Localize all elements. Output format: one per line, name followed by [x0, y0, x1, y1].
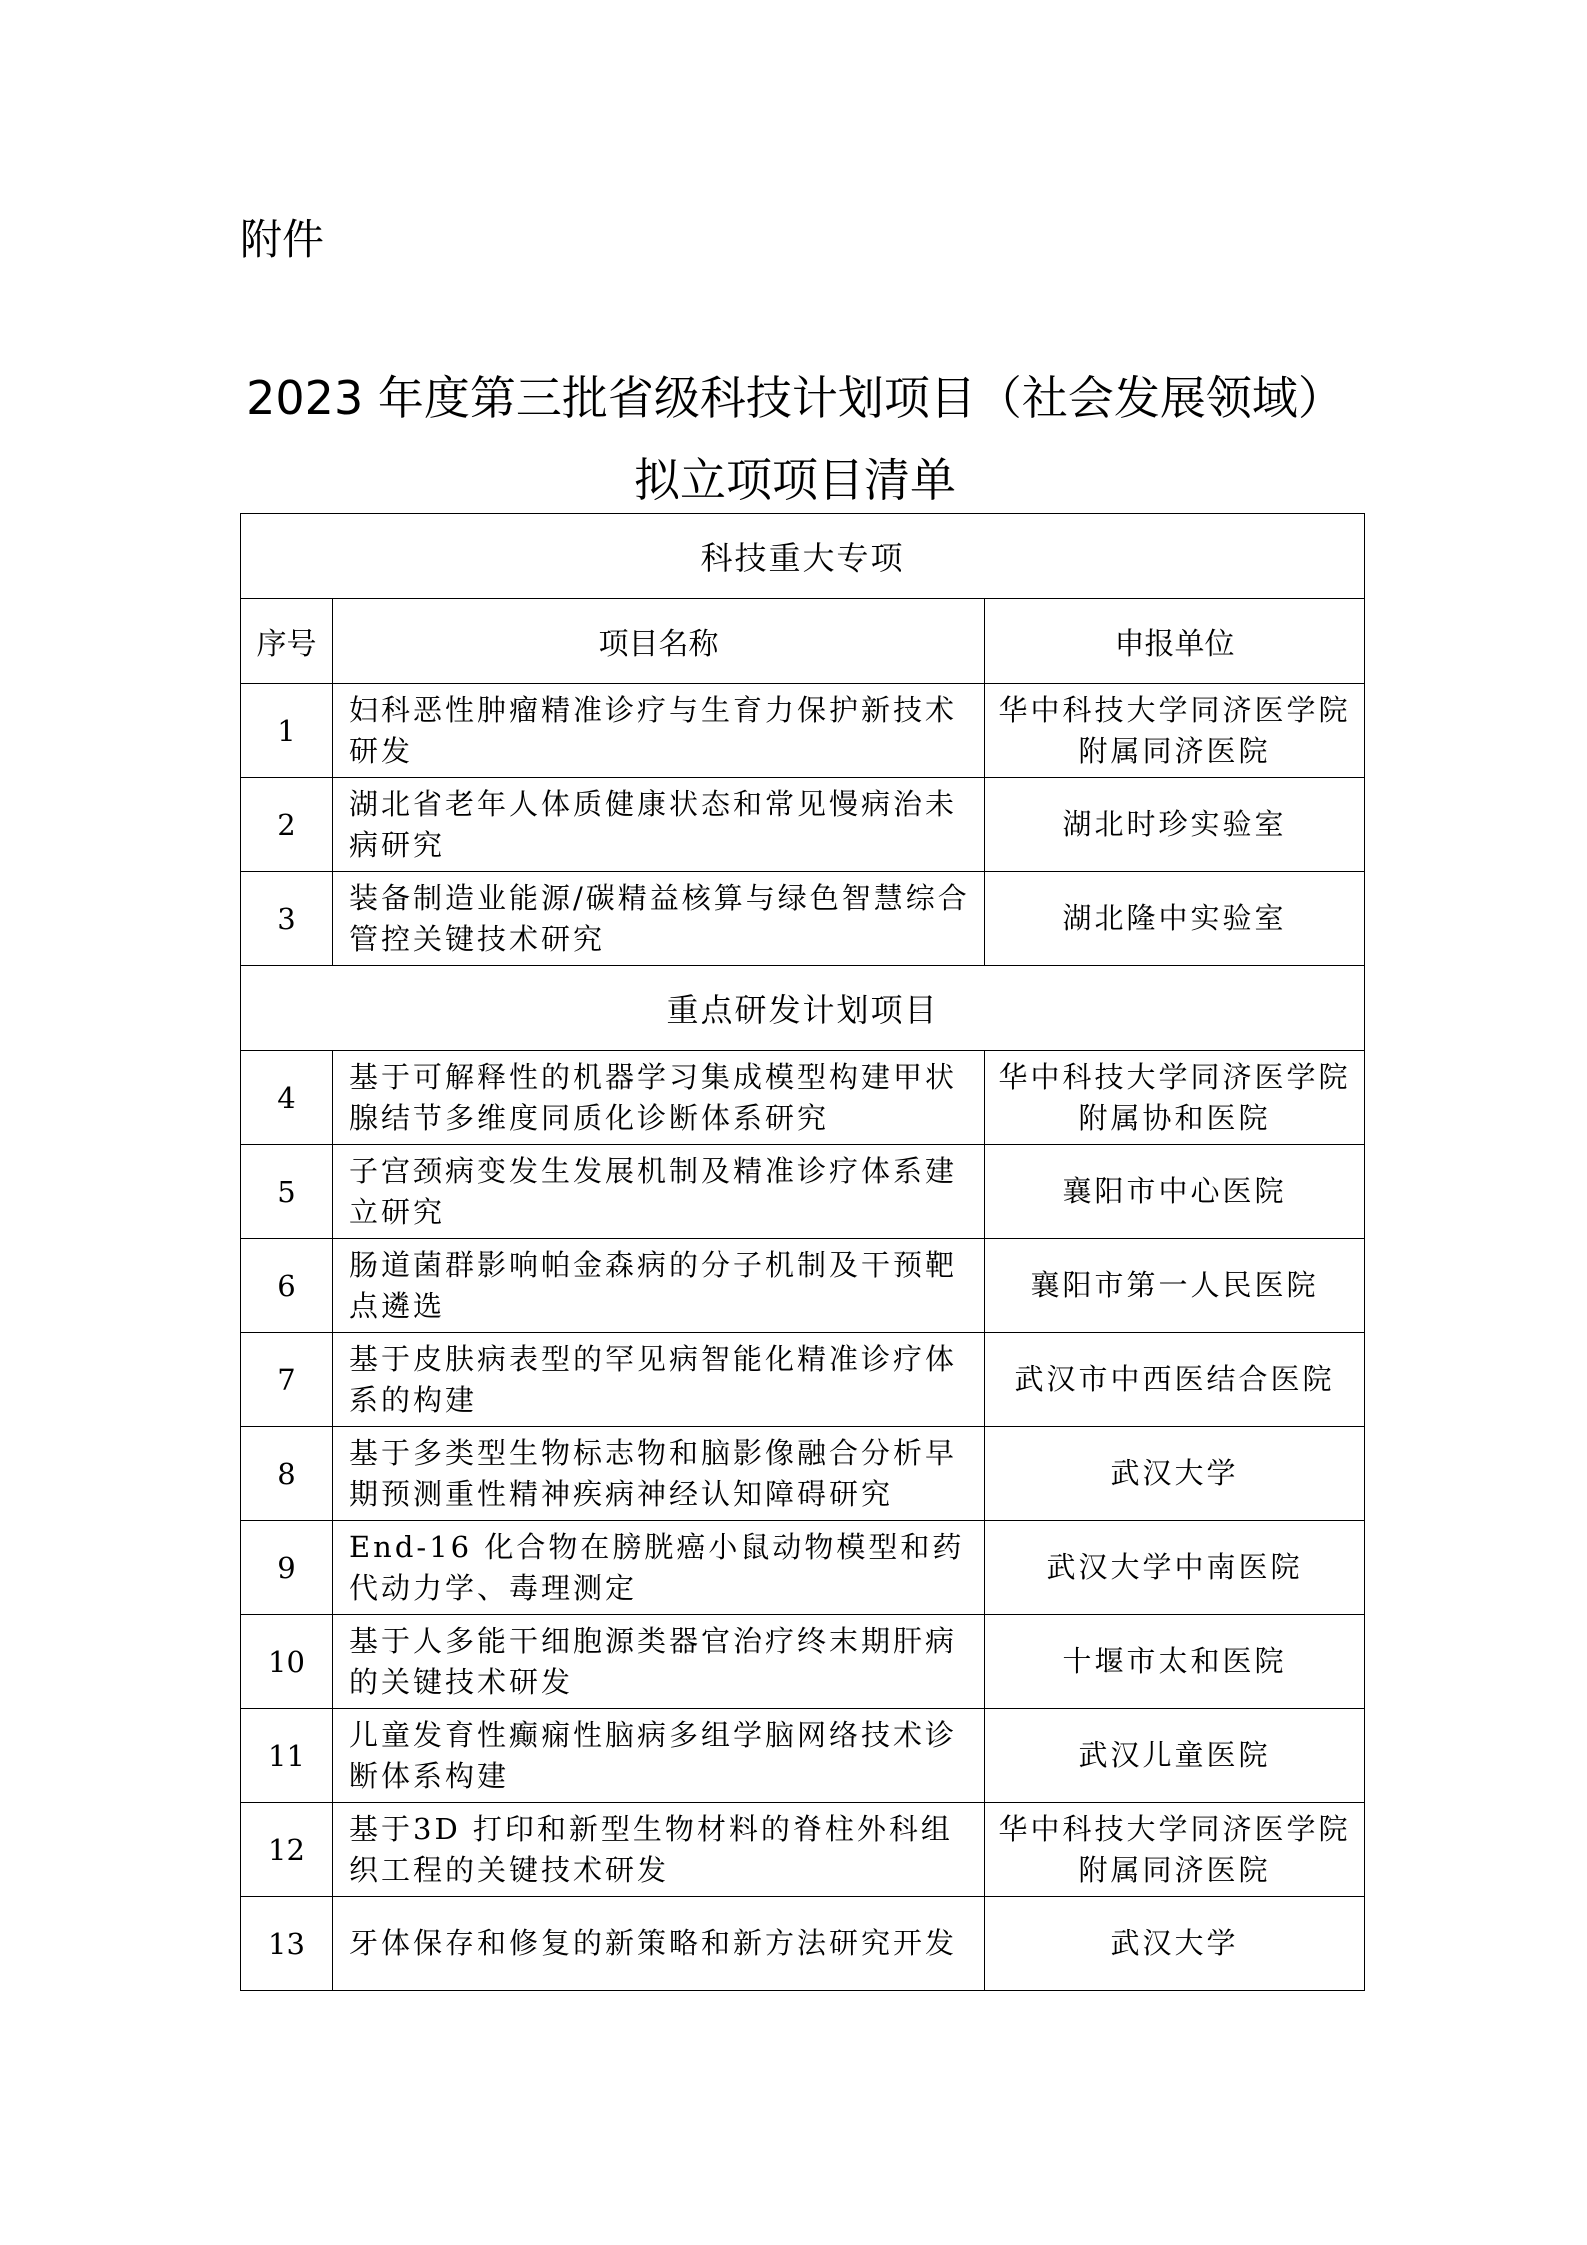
header-no: 序号: [241, 599, 333, 684]
table-header-row: [241, 599, 1365, 684]
header-name: 项目名称: [333, 599, 985, 684]
row-project-name: 基于皮肤病表型的罕见病智能化精准诊疗体系的构建: [333, 1333, 985, 1427]
row-project-name: End-16 化合物在膀胱癌小鼠动物模型和药代动力学、毒理测定: [333, 1521, 985, 1615]
row-applicant-unit: 武汉大学: [985, 1897, 1365, 1991]
row-no: 5: [241, 1145, 333, 1239]
row-no: 7: [241, 1333, 333, 1427]
row-project-name: 装备制造业能源/碳精益核算与绿色智慧综合管控关键技术研究: [333, 872, 985, 966]
table-row: [241, 1333, 1365, 1427]
row-applicant-unit: 襄阳市中心医院: [985, 1145, 1365, 1239]
row-project-name: 基于3D 打印和新型生物材料的脊柱外科组织工程的关键技术研发: [333, 1803, 985, 1897]
table-row: [241, 1709, 1365, 1803]
table-row: [241, 1615, 1365, 1709]
row-no: 13: [241, 1897, 333, 1991]
section-row: [241, 514, 1365, 599]
row-no: 4: [241, 1051, 333, 1145]
row-project-name: 肠道菌群影响帕金森病的分子机制及干预靶点遴选: [333, 1239, 985, 1333]
row-applicant-unit: 湖北隆中实验室: [985, 872, 1365, 966]
row-project-name: 牙体保存和修复的新策略和新方法研究开发: [333, 1897, 985, 1991]
row-project-name: 基于可解释性的机器学习集成模型构建甲状腺结节多维度同质化诊断体系研究: [333, 1051, 985, 1145]
section-row: [241, 966, 1365, 1051]
row-no: 2: [241, 778, 333, 872]
row-no: 10: [241, 1615, 333, 1709]
row-applicant-unit: 武汉儿童医院: [985, 1709, 1365, 1803]
row-project-name: 湖北省老年人体质健康状态和常见慢病治未病研究: [333, 778, 985, 872]
row-project-name: 子宫颈病变发生发展机制及精准诊疗体系建立研究: [333, 1145, 985, 1239]
header-unit: 申报单位: [985, 599, 1365, 684]
row-no: 9: [241, 1521, 333, 1615]
table-row: [241, 1145, 1365, 1239]
document-title-line-2: 拟立项项目清单: [634, 453, 956, 507]
row-no: 1: [241, 684, 333, 778]
row-applicant-unit: 华中科技大学同济医学院附属协和医院: [985, 1051, 1365, 1145]
row-applicant-unit: 武汉大学: [985, 1427, 1365, 1521]
table-row: [241, 1897, 1365, 1991]
table-row: [241, 1239, 1365, 1333]
document-title-line-1: 2023 年度第三批省级科技计划项目（社会发展领域）: [246, 371, 1344, 425]
row-no: 6: [241, 1239, 333, 1333]
row-project-name: 妇科恶性肿瘤精准诊疗与生育力保护新技术研发: [333, 684, 985, 778]
table-row: [241, 1427, 1365, 1521]
row-applicant-unit: 襄阳市第一人民医院: [985, 1239, 1365, 1333]
row-no: 11: [241, 1709, 333, 1803]
row-applicant-unit: 武汉市中西医结合医院: [985, 1333, 1365, 1427]
attachment-label: 附件: [240, 215, 325, 264]
row-no: 8: [241, 1427, 333, 1521]
row-project-name: 基于人多能干细胞源类器官治疗终末期肝病的关键技术研发: [333, 1615, 985, 1709]
table-row: [241, 1803, 1365, 1897]
table-row: [241, 778, 1365, 872]
row-no: 12: [241, 1803, 333, 1897]
row-project-name: 儿童发育性癫痫性脑病多组学脑网络技术诊断体系构建: [333, 1709, 985, 1803]
row-applicant-unit: 十堰市太和医院: [985, 1615, 1365, 1709]
section-title-key-rd-projects: 重点研发计划项目: [241, 966, 1365, 1051]
row-applicant-unit: 华中科技大学同济医学院附属同济医院: [985, 1803, 1365, 1897]
table-row: [241, 872, 1365, 966]
table-row: [241, 1521, 1365, 1615]
row-applicant-unit: 武汉大学中南医院: [985, 1521, 1365, 1615]
row-applicant-unit: 华中科技大学同济医学院附属同济医院: [985, 684, 1365, 778]
row-project-name: 基于多类型生物标志物和脑影像融合分析早期预测重性精神疾病神经认知障碍研究: [333, 1427, 985, 1521]
table-row: [241, 1051, 1365, 1145]
section-title-major-projects: 科技重大专项: [241, 514, 1365, 599]
row-no: 3: [241, 872, 333, 966]
project-list-table: [240, 513, 1365, 1991]
row-applicant-unit: 湖北时珍实验室: [985, 778, 1365, 872]
table-row: [241, 684, 1365, 778]
